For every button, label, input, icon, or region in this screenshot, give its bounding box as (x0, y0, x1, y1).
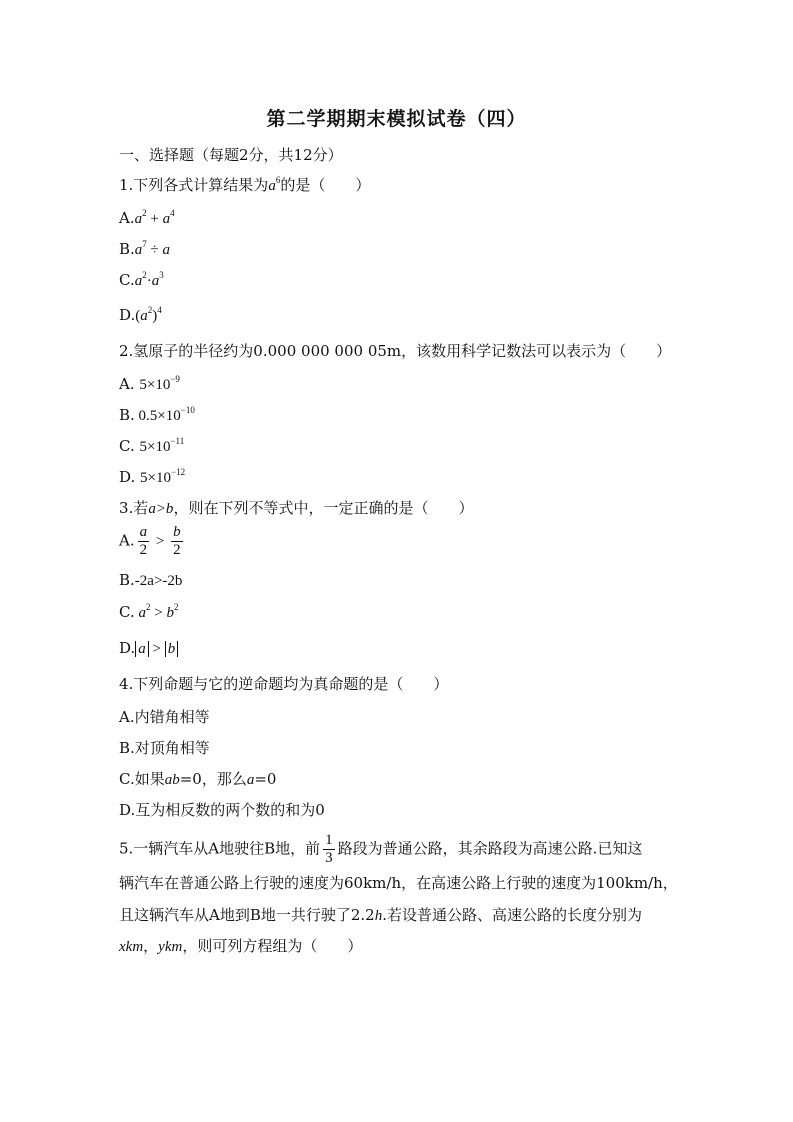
page-title: 第二学期期末模拟试卷（四） (266, 108, 527, 130)
question-3-option-c: C. $a^2 > b^2$ (119, 602, 179, 621)
question-1-option-b: $B.a^7 \div a$ (119, 239, 171, 258)
question-3-stem: 3.若a>b，则在下列不等式中，一定正确的是（ ） (119, 499, 474, 517)
question-4-option-c: C.如果ab=0，那么a=0 (119, 770, 277, 788)
question-1-option-d: $D.(a^2)^4$ (119, 305, 162, 324)
question-4-option-d: D.互为相反数的两个数的和为0 (119, 801, 325, 819)
section-heading: 一、选择题（每题2分，共12分） (119, 146, 343, 164)
question-5-line-1: 5.一辆汽车从A地驶往B地，前 $\frac{1}{3}$ 路段为普通公路，其余路段为高速公路.已知这 (119, 832, 643, 866)
question-1-option-c: $C.a^2\cdot a^3$ (119, 270, 164, 289)
question-2-stem: 2.氢原子的半径约为0.000 000 000 05m，该数用科学记数法可以表示为（ ） (119, 342, 672, 360)
question-4-option-a: A.内错角相等 (119, 708, 210, 726)
question-5-line-2: 辆汽车在普通公路上行驶的速度为60km/h，在高速公路上行驶的速度为100km/h， (119, 874, 678, 892)
question-4-option-b: B.对顶角相等 (119, 739, 210, 757)
question-2-option-c: C. $5\times 10^{-11}$ (119, 436, 185, 455)
question-2-option-b: B. $0.5\times 10^{-10}$ (119, 405, 195, 424)
question-3-option-d: D. a > b (119, 637, 178, 660)
question-1-stem: 1.下列各式计算结果为$a^6$的是（ ） (119, 175, 371, 194)
question-5-line-3: 且这辆汽车从A地到B地一共行驶了2.2h.若设普通公路、高速公路的长度分别为 (119, 906, 642, 924)
question-1-option-a: $A.a^2 + a^4$ (119, 208, 175, 227)
question-3-option-a: A. $\frac{a}{2}$ > $\frac{b}{2}$ (119, 524, 181, 558)
question-5-line-4: xkm，ykm，则可列方程组为（ ） (119, 937, 363, 955)
question-2-option-a: A. $5\times 10^{-9}$ (119, 374, 180, 393)
question-3-option-b: B.-2a>-2b (119, 571, 183, 589)
question-2-option-d: D. $5\times 10^{-12}$ (119, 467, 186, 486)
question-4-stem: 4.下列命题与它的逆命题均为真命题的是（ ） (119, 675, 449, 693)
